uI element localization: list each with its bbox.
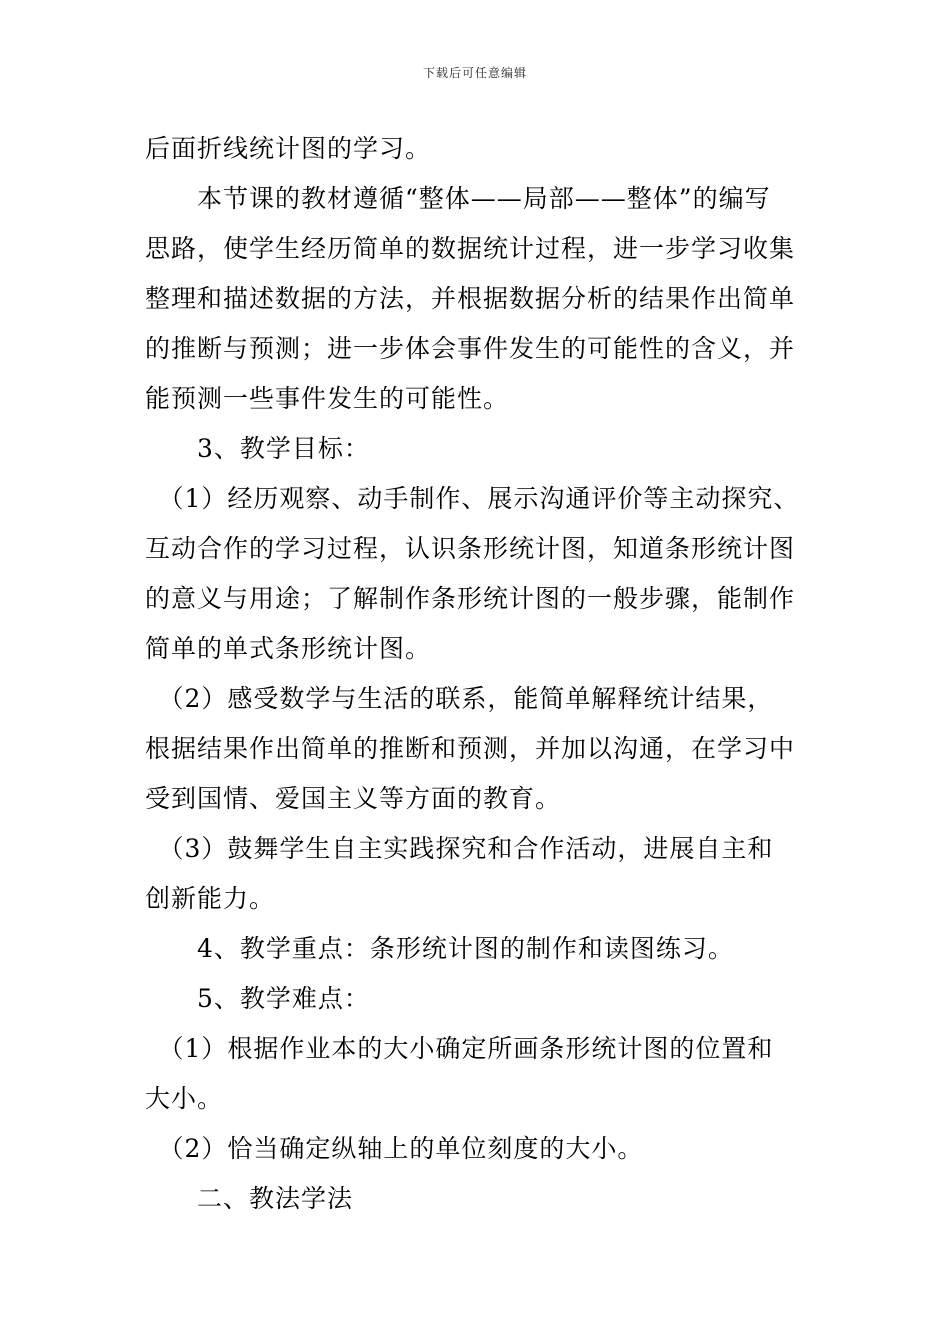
section-heading: 3、教学目标： bbox=[145, 434, 370, 463]
text-line: 互动合作的学习过程，认识条形统计图，知道条形统计图 bbox=[145, 534, 796, 563]
text-line: 根据结果作出简单的推断和预测，并加以沟通，在学习中 bbox=[145, 734, 796, 763]
text-line: 的推断与预测；进一步体会事件发生的可能性的含义，并 bbox=[145, 334, 796, 363]
text-line: （1）经历观察、动手制作、展示沟通评价等主动探究、 bbox=[145, 484, 800, 513]
text-line: （2）感受数学与生活的联系，能简单解释统计结果， bbox=[145, 684, 774, 713]
text-line: 的意义与用途；了解制作条形统计图的一般步骤，能制作 bbox=[145, 584, 796, 613]
text-line: 整理和描述数据的方法，并根据数据分析的结果作出简单 bbox=[145, 284, 796, 313]
text-line: 本节课的教材遵循“整体——局部——整体”的编写 bbox=[145, 184, 771, 213]
text-line: 大小。 bbox=[145, 1084, 224, 1113]
section-heading: 5、教学难点： bbox=[145, 984, 370, 1013]
section-heading: 4、教学重点：条形统计图的制作和读图练习。 bbox=[145, 934, 734, 963]
text-line: 简单的单式条形统计图。 bbox=[145, 634, 432, 663]
text-line: （1）根据作业本的大小确定所画条形统计图的位置和 bbox=[145, 1034, 774, 1063]
text-line: 受到国情、爱国主义等方面的教育。 bbox=[145, 784, 562, 813]
section-heading: 二、教法学法 bbox=[145, 1184, 354, 1213]
text-line: （3）鼓舞学生自主实践探究和合作活动，进展自主和 bbox=[145, 834, 774, 863]
text-line: 能预测一些事件发生的可能性。 bbox=[145, 384, 510, 413]
page-header: 下载后可任意编辑 bbox=[422, 66, 527, 80]
text-line: 思路，使学生经历简单的数据统计过程，进一步学习收集 bbox=[145, 234, 796, 263]
text-line: （2）恰当确定纵轴上的单位刻度的大小。 bbox=[145, 1134, 644, 1163]
text-line: 后面折线统计图的学习。 bbox=[145, 134, 432, 163]
text-line: 创新能力。 bbox=[145, 884, 276, 913]
